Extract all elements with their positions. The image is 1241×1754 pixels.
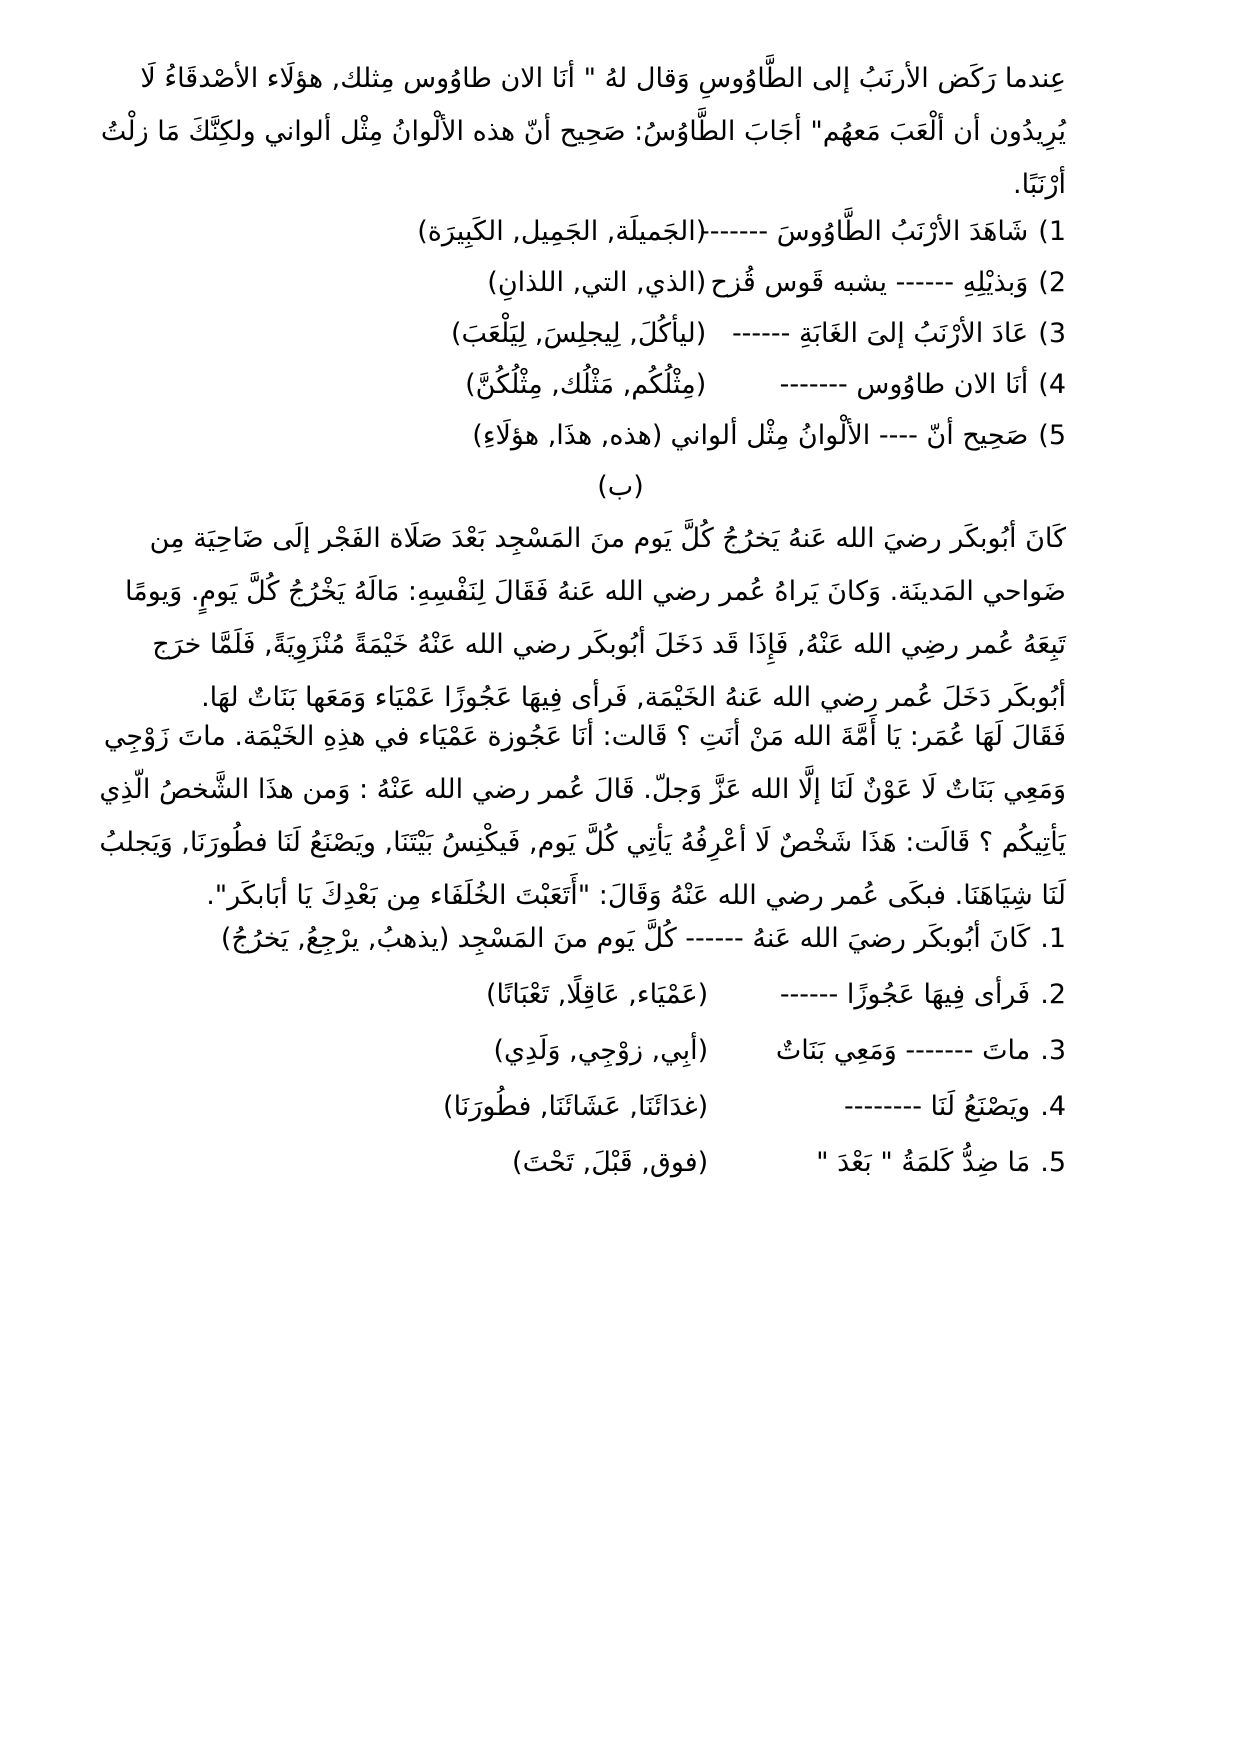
passage-a-line: يُرِيدُون أن ألْعَبَ مَعهُم" أجَابَ الطَّاوُسُ: صَحِيح أنّ هذه الألْوانُ مِثْل ألواني ولكِنَّكَ مَا زلْتُ: [100, 116, 1066, 147]
question-stem: كَانَ أبُوبكَر رضيَ الله عَنهُ ------ كُلَّ يَوم منَ المَسْجِد: [457, 923, 1031, 954]
passage-b-line: كَانَ أبُوبكَر رضيَ الله عَنهُ يَخرُجُ كُلَّ يَوم منَ المَسْجِد بَعْدَ صَلَاة الفَجْر إلَى ضَاحِيَة مِن: [149, 523, 1066, 554]
question-options: (أبِي, زوْجِي, وَلَدِي): [493, 1035, 709, 1066]
passage-b-line: يَأتِيكُم ؟ قَالَت: هَذَا شَخْصٌ لَا أعْرِفُهُ يَأتِي كُلَّ يَوم, فَيكْنِسُ بَيْتَنَا, ويَصْنَعُ لَنَا فطُورَنَا, وَيَجلبُ: [99, 827, 1066, 858]
question-options: (يذهبُ, يرْجِعُ, يَخرُجُ): [220, 923, 450, 954]
passage-a-line: أرْنَبًا.: [1012, 169, 1066, 200]
question-a-2: [487, 256, 1066, 309]
passage-a-line: عِندما رَكَض الأرنَبُ إلى الطَّاوُوسِ وَقال لهُ " أنَا الان طاوُوس مِثلك, هؤلَاء الأصْدقَاءُ لَا: [140, 63, 1066, 94]
question-number: 5): [1038, 420, 1066, 451]
passage-b-line: فَقَالَ لَهَا عُمَر: يَا أَمَّةَ الله مَنْ أنَتِ ؟ قَالت: أنَا عَجُوزة عَمْيَاء في هذِهِ الخَيْمَة. ماتَ زَوْجِي: [103, 721, 1066, 752]
question-a-4: [465, 358, 1066, 411]
question-number: 1.: [1040, 923, 1066, 954]
question-b-2: [486, 968, 1066, 1021]
question-options: (مِثْلُكُم, مَثْلُك, مِثْلُكُنَّ): [465, 369, 707, 400]
question-number: 3.: [1040, 1035, 1066, 1066]
question-number: 1): [1038, 216, 1066, 247]
question-stem: صَحِيح أنّ ---- الألْوانُ مِثْل ألواني: [670, 420, 1029, 451]
question-b-4: [443, 1080, 1066, 1133]
question-number: 5.: [1040, 1147, 1066, 1178]
question-number: 3): [1038, 318, 1066, 349]
question-options: (ليأكُلَ, لِيجلِسَ, لِيَلْعَبَ): [450, 318, 707, 349]
question-a-5: [472, 409, 1066, 462]
passage-b-paragraph-2: [99, 710, 1066, 922]
passage-a: [100, 52, 1066, 211]
question-number: 2.: [1040, 979, 1066, 1010]
passage-b-line: وَمَعِي بَنَاتٌ لَا عَوْنٌ لَنَا إلَّا الله عَزَّ وَجلّ. قَالَ عُمر رضي الله عَنْهُ : وَمن هذَا الشَّخصُ الّذِي: [99, 774, 1066, 805]
question-options: (الذي, التي, اللذانِ): [487, 267, 707, 298]
passage-b-line: لَنَا شِيَاهَنَا. فبكَى عُمر رضي الله عَنْهُ وَقَالَ: "أَتَعَبْتَ الخُلَفَاء مِن بَعْدِكَ يَا أبَابكَر".: [206, 880, 1066, 911]
question-a-3: [451, 307, 1066, 360]
question-stem: عَادَ الأرْنَبُ إلىَ الغَابَةِ ------: [731, 318, 1029, 349]
question-options: (غدَائَنَا, عَشَائَنَا, فطُورَنَا): [443, 1091, 709, 1122]
question-stem: مَا ضِدُّ كَلمَةُ " بَعْدَ ": [816, 1147, 1031, 1178]
question-number: 2): [1038, 267, 1066, 298]
section-b-label: (ب): [597, 471, 644, 502]
question-number: 4): [1038, 369, 1066, 400]
passage-b-line: ضَواحي المَدينَة. وَكانَ يَراهُ عُمر رضي الله عَنهُ فَقَالَ لِنَفْسِهِ: مَالَهُ يَخْرُجُ كُلَّ يَومٍ. وَيومًا: [125, 576, 1066, 607]
passage-b-line: تَبِعَهُ عُمر رضِي الله عَنْهُ, فَإِذَا قَد دَخَلَ أبُوبكَر رضي الله عَنْهُ خَيْمَةً مُنْزَوِيَةً, فَلَمَّا خرَج: [152, 629, 1066, 660]
question-options: (عَمْيَاء, عَاقِلًا, تَعْبَانًا): [486, 979, 709, 1010]
question-options: (هذه, هذَا, هؤلَاءِ): [472, 420, 663, 451]
question-stem: فَرأى فِيهَا عَجُوزًا ------: [779, 979, 1031, 1010]
question-b-3: [493, 1024, 1066, 1077]
passage-b-paragraph-1: [125, 512, 1066, 724]
question-stem: وَبذيْلِهِ ------ يشبه قَوس قُزح: [710, 267, 1029, 298]
question-number: 4.: [1040, 1091, 1066, 1122]
question-options: (الجَميلَة, الجَمِيل, الكَبِيرَة): [417, 216, 707, 247]
question-b-1: [221, 912, 1066, 965]
question-a-1: [417, 205, 1066, 258]
question-stem: أنَا الان طاوُوس -------: [779, 369, 1029, 400]
question-stem: ويَصْنَعُ لَنَا --------: [844, 1091, 1031, 1122]
question-options: (فوق, قَبْلَ, تَحْتَ): [512, 1147, 709, 1178]
question-stem: شَاهَدَ الأرْنَبُ الطَّاوُوسَ -------: [699, 216, 1029, 247]
question-stem: ماتَ ------- وَمَعِي بَنَاتٌ: [775, 1035, 1031, 1066]
question-b-5: [512, 1136, 1066, 1189]
passage-b-line: أبُوبكَر دَخَلَ عُمر رضي الله عَنهُ الخَيْمَة, فَرأى فِيهَا عَجُوزًا عَمْيَاء وَمَعَها بَنَاتٌ لهَا.: [201, 682, 1066, 713]
